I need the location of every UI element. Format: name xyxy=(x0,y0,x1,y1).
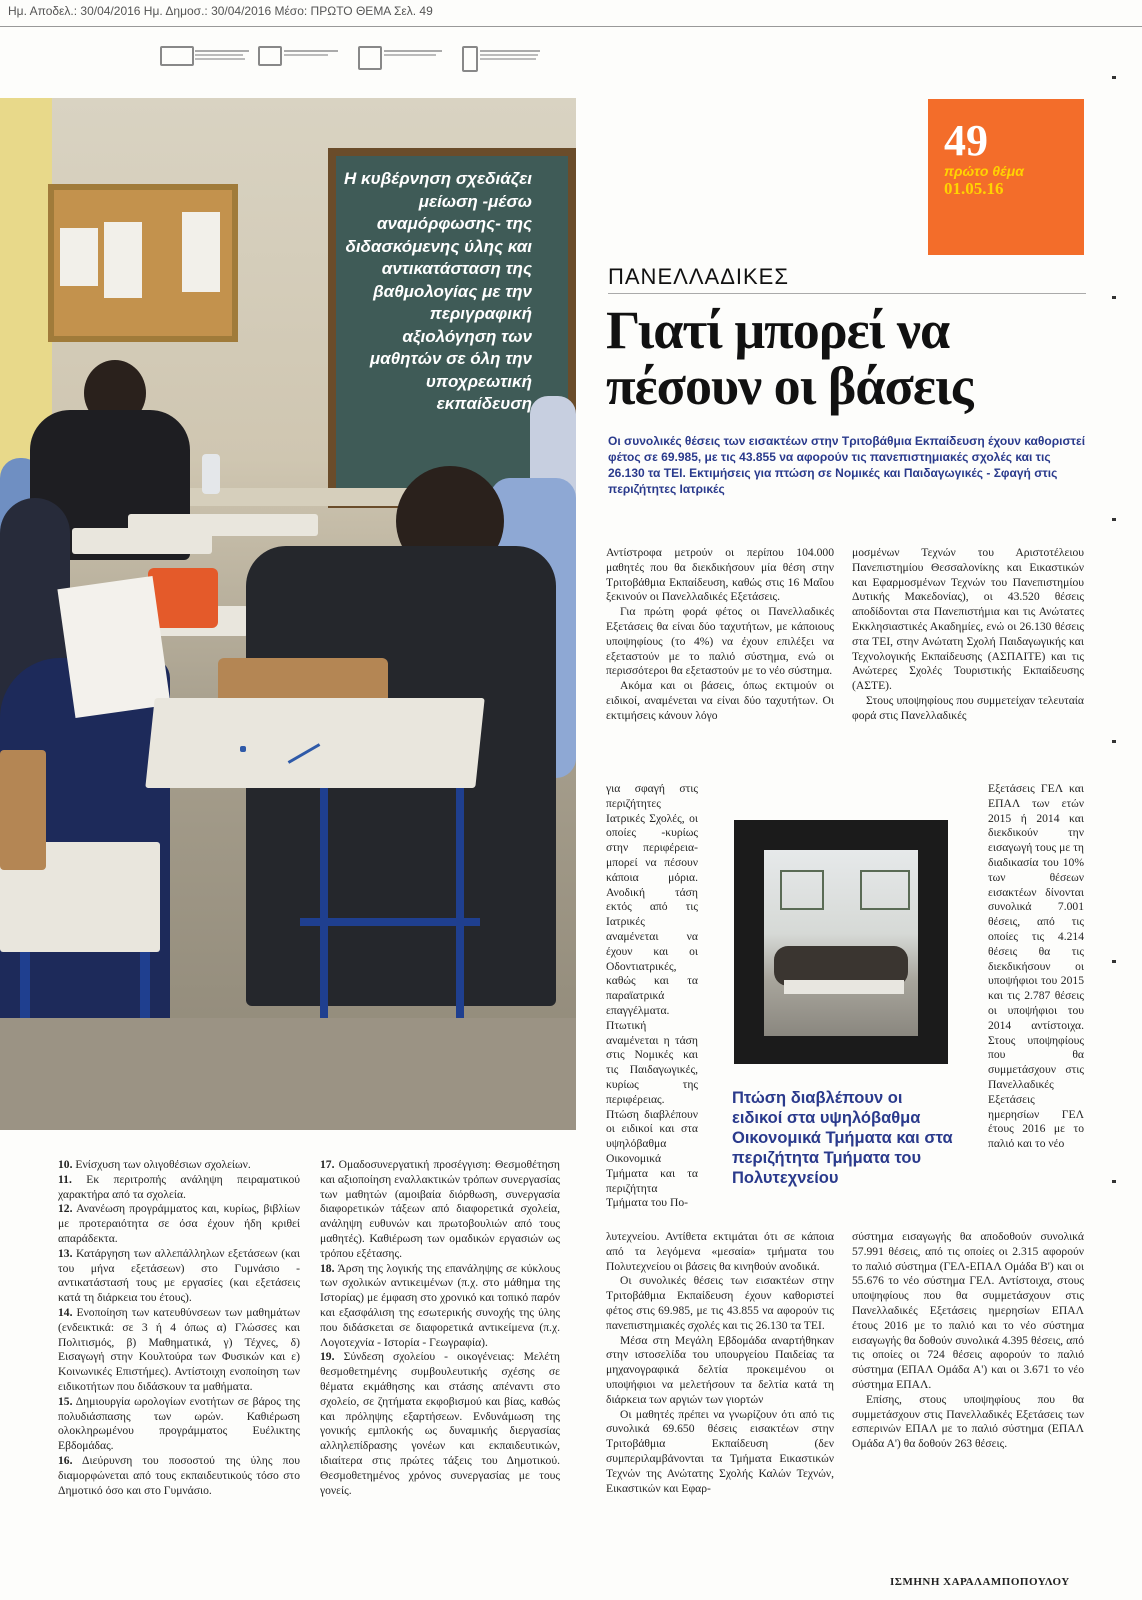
article-standfirst: Οι συνολικές θέσεις των εισακτέων στην Τριτοβάθμια Εκπαίδευση έχουν καθοριστεί φέτος σε 69.985, με τις 43.855 να αφορούν τις πανεπιστημιακές σχολές και τις 26.130 τα ΤΕΙ. Εκτιμήσεις για πτώση σε Νομικές και Παιδαγωγικές - Σφαγή στις περιζήτητες Ιατρικές xyxy=(608,434,1086,496)
strip-text-lines xyxy=(384,48,446,58)
pinned-paper xyxy=(60,228,98,286)
newspaper-brand: πρώτο θέμα xyxy=(944,163,1024,179)
page-number: 49 xyxy=(944,116,988,165)
article-paragraph: λυτεχνείου. Αντίθετα εκτιμάται ότι σε κάποια από τα λεγόμενα «μεσαία» τμήματα του Πολυτεχνείου οι βάσεις θα κινηθούν ανοδικά. xyxy=(606,1230,834,1273)
tablet-icon xyxy=(358,46,382,70)
scan-mark xyxy=(1112,76,1116,79)
article-paragraph: Μέσα στη Μεγάλη Εβδομάδα αναρτήθηκαν στην ιστοσελίδα του υπουργείου Παιδείας τα μηχανογραφικά δελτία προκειμένου οι υποψήφιοι να μελετήσουν τα δελτία κατά τη διάρκεια των αργιών των γιορτών xyxy=(606,1333,834,1406)
desk-leg xyxy=(456,788,464,1038)
measure-item: 13. Κατάργηση των αλλεπάλληλων εξετάσεων (και του μήνα εξετάσεων) στο Γυμνάσιο - αντικατάστασή τους με εργασίες (και εξετάσεις κατά τη διάρκεια του έτους). xyxy=(58,1246,300,1305)
article-column-1-narrow xyxy=(606,782,698,1211)
clipping-meta-header: Ημ. Αποδελ.: 30/04/2016 Ημ. Δημοσ.: 30/04/2016 Μέσο: ΠΡΩΤΟ ΘΕΜΑ Σελ. 49 xyxy=(8,4,433,18)
article-headline: Γιατί μπορεί να πέσουν οι βάσεις xyxy=(606,300,973,416)
article-paragraph: Ακόμα και οι βάσεις, όπως εκτιμούν οι ειδικοί, αναμένεται να είναι δύο ταχυτήτων. Οι εκτιμήσεις κάνουν λόγο xyxy=(606,679,834,722)
measure-item: 11. Εκ περιτροπής ανάληψη πειραματικού χαρακτήρα από τα σχολεία. xyxy=(58,1172,300,1201)
article-paragraph: Εξετάσεις ΓΕΛ και ΕΠΑΛ των ετών 2015 ή 2014 και διεκδικούν την εισαγωγή τους με τη διαδικασία του 10% των θέσεων εισακτέων δίνονται συνολικά 7.001 θέσεις, από τις οποίες τις 4.214 θέσεις θα τις διεκδικήσουν οι υποψήφιοι του 2015 και τις 2.787 θέσεις οι υποψήφιοι του 2014 αντίστοιχα. Στους υποψηφίους που θα συμμετάσχουν στις Πανελλαδικές Εξετάσεις ημερησίων ΓΕΛ έτους 2016 με το παλιό και το νέο xyxy=(988,782,1084,1151)
scan-mark xyxy=(1112,960,1116,963)
header-divider xyxy=(0,26,1142,27)
section-divider xyxy=(608,293,1086,294)
pinned-paper xyxy=(104,222,142,298)
exam-desk xyxy=(128,514,318,536)
water-bottle xyxy=(202,454,220,494)
issue-date: 01.05.16 xyxy=(944,179,1004,198)
exam-paper xyxy=(57,576,170,718)
play-icon xyxy=(258,46,282,66)
measure-item: 18. Άρση της λογικής της επανάληψης σε κύκλους των σχολικών αντικειμένων (π.χ. στο μάθημα της Ιστορίας) με έμφαση στο χρονικό και τοπικό παρόν και εξασφάλιση της εσωτερικής συνοχής της ύλης που διδάσκεται σε διαφορετικά αντικείμενα (π.χ. Λογοτεχνία - Ιστορία - Γεωγραφία). xyxy=(320,1261,560,1349)
strip-text-lines xyxy=(480,48,542,62)
window xyxy=(780,870,824,910)
tablet-strip-item xyxy=(358,46,382,94)
desk-rail xyxy=(300,918,480,926)
article-paragraph: Για πρώτη φορά φέτος οι Πανελλαδικές Εξετάσεις θα είναι δύο ταχυτήτων, με κάποιους υποψηφίους (το 4%) να έχουν επιλέξει να εξεταστούν με το παλιό σύστημα, ενώ οι περισσότεροι θα εξεταστούν με το νέο σύστημα. xyxy=(606,605,834,678)
measures-list-right xyxy=(320,1158,560,1498)
article-column-2-narrow xyxy=(988,782,1084,1152)
measure-item: 17. Ομαδοσυνεργατική προσέγγιση: Θεσμοθέτηση και αξιοποίηση εναλλακτικών τρόπων συνεργασίας των μαθητών (αμοιβαία διόρθωση, συνεργασία διαφορετικών τάξεων από διαφορετικά σχολεία, ανάληψη ευθυνών και πρωτοβουλιών από τους μαθητές). Καθιέρωση των ομαδικών εργασιών ως τρόπου εξέτασης. xyxy=(320,1158,560,1260)
article-column-2-top xyxy=(852,546,1084,724)
measure-item: 12. Ανανέωση προγράμματος και, κυρίως, βιβλίων με προτεραιότητα σε όσα έχουν ήδη κριθεί απαράδεκτα. xyxy=(58,1202,300,1245)
page-number-badge xyxy=(928,99,1084,255)
classroom-exam-photo xyxy=(0,98,576,1130)
smartphone-icon xyxy=(462,46,478,72)
scan-mark xyxy=(1112,296,1116,299)
strip-text-lines xyxy=(195,48,257,62)
classroom-floor xyxy=(0,1018,576,1130)
measure-item: 19. Σύνδεση σχολείου - οικογένειας: Μελέτη θεσμοθετημένης συμβουλευτικής σχέσης σε θέματα εκμάθησης και στάσης απέναντι στο σχολείο, σε ζητήματα εκφοβισμού και βίας, καθώς και πρόληψης εξαρτήσεων. Ενδυνάμωση της γονικής εμπλοκής ως δυναμικής διεργασίας αλληλεπίδρασης γονέων και εκπαιδευτικών, ιδιαίτερα στις πρώτες τάξεις του Δημοτικού. Θεσμοθετημένος χρόνος συνεργασίας με τους γονείς. xyxy=(320,1350,560,1497)
measure-item: 10. Ενίσχυση των ολιγοθέσιων σχολείων. xyxy=(58,1158,251,1171)
pinned-paper xyxy=(182,212,220,292)
scan-mark xyxy=(1112,518,1116,521)
article-column-1-top xyxy=(606,546,834,724)
article-paragraph: Στους υποψηφίους που συμμετείχαν τελευταία φορά στις Πανελλαδικές xyxy=(852,693,1084,722)
smartphone-strip-item xyxy=(462,46,478,94)
article-paragraph: σύστημα εισαγωγής θα αποδοθούν συνολικά 57.991 θέσεις, από τις οποίες οι 2.315 αφορούν το παλιό σύστημα (ΓΕΛ-ΕΠΑΛ Ομάδα Β') και οι 55.676 το νέο σύστημα ΓΕΛ. Αντίστοιχα, στους υποψηφίους που θα συμμετάσχουν στις Πανελλαδικές Εξετάσεις ημερησίων ΕΠΑΛ έτους 2016 με το παλιό και το νέο σύστημα εισαγωγής θα δοθούν συνολικά 4.395 θέσεις, από τις οποίες οι 724 θέσεις αφορούν το παλιό σύστημα (ΕΠΑΛ Ομάδα Α') και οι 3.671 το νέο σύστημα ΕΠΑΛ. xyxy=(852,1230,1084,1391)
exam-desk-front xyxy=(145,698,484,788)
photo-caption: Η κυβέρνηση σχεδιάζει μείωση -μέσω αναμόρφωσης- της διδασκόμενης ύλης και αντικατάσταση της βαθμολογίας με την περιγραφική αξιολόγηση των μαθητών σε όλη την υποχρεωτική εκπαίδευση xyxy=(344,169,532,413)
measure-item: 14. Ενοποίηση των κατευθύνσεων των μαθημάτων (ενδεικτικά: σε 3 ή 4 όπως α) Γλώσσες και Πολιτισμός, β) Μαθηματικά, γ) Τέχνες, δ) Εισαγωγή στην Κουλτούρα των Φυσικών και ε) Κοινωνικές Επιστήμες). Αντίστοιχη ενοποίηση των ειδικοτήτων που διδάσκουν τα μαθήματα. xyxy=(58,1305,300,1393)
eraser xyxy=(240,746,246,752)
website-strip-item xyxy=(160,46,194,94)
article-column-1-bottom xyxy=(606,1230,834,1496)
window xyxy=(860,870,910,910)
cork-board xyxy=(48,184,238,342)
monitor-icon xyxy=(160,46,194,66)
section-label: ΠΑΝΕΛΛΑΔΙΚΕΣ xyxy=(608,264,789,289)
measures-list-left xyxy=(58,1158,300,1498)
measure-item: 15. Δημιουργία ωρολογίων ενοτήτων σε βάρος της πολυδιάσπασης των ωρών. Καθιέρωση ολοκληρωμένου προγράμματος Ευέλικτης Εβδομάδας. xyxy=(58,1394,300,1453)
article-paragraph: μοσμένων Τεχνών του Αριστοτέλειου Πανεπιστημίου Θεσσαλονίκης και Εικαστικών και Εφαρμοσμένων Τεχνών του Πανεπιστημίου Δυτικής Μακεδονίας), οι 43.520 θέσεις αποδίδονται στα Πανεπιστήμια και τις Ανώτατες Εκκλησιαστικές Ακαδημίες, ενώ οι 26.130 θέσεις στα ΤΕΙ, στην Ανώτατη Σχολή Παιδαγωγικής και Τεχνολογικής Εκπαίδευσης (ΑΣΠΑΙΤΕ) και τις Ανώτερες Σχολές Τουριστικής Εκπαίδευσης (ΑΣΤΕ). xyxy=(852,546,1084,693)
scan-mark xyxy=(1112,1180,1116,1183)
measure-item: 16. Διεύρυνση του ποσοστού της ύλης που διαμορφώνεται από τους εκπαιδευτικούς τόσο στο Δημοτικό όσο και στο Γυμνάσιο. xyxy=(58,1453,300,1497)
article-paragraph: Οι συνολικές θέσεις των εισακτέων στην Τριτοβάθμια Εκπαίδευση έχουν καθοριστεί φέτος στις 69.985, με τις 43.855 να αφορούν τις πανεπιστημιακές σχολές και τις 26.130 τα ΤΕΙ. xyxy=(606,1274,834,1332)
article-paragraph: για σφαγή στις περιζήτητες Ιατρικές Σχολές, οι οποίες -κυρίως στην περιφέρεια- μπορεί να πέσουν κάποια μόρια. Ανοδική τάση εκτός από τις Ιατρικές αναμένεται να έχουν και οι Οδοντιατρικές, καθώς και τα παραϊατρικά επαγγέλματα. Πτωτική αναμένεται η τάση στις Νομικές και τις Παιδαγωγικές, κυρίως της περιφέρειας. Πτώση διαβλέπουν οι ειδικοί και στα υψηλόβαθμα Οικονομικά Τμήματα και τα περιζήτητα Τμήματα του Πο- xyxy=(606,782,698,1210)
desk-row xyxy=(784,980,904,994)
inset-photo-image xyxy=(764,850,918,1036)
inset-classroom-photo xyxy=(734,820,948,1064)
author-byline: ΙΣΜΗΝΗ ΧΑΡΑΛΑΜΠΟΠΟΥΛΟΥ xyxy=(890,1576,1070,1588)
article-column-2-bottom xyxy=(852,1230,1084,1452)
article-paragraph: Αντίστροφα μετρούν οι περίπου 104.000 μαθητές που θα διεκδικήσουν μία θέση στην Τριτοβάθμια Εκπαίδευση, καθώς στις 16 Μαΐου ξεκινούν οι Πανελλαδικές Εξετάσεις. xyxy=(606,546,834,604)
strip-text-lines xyxy=(284,48,346,58)
wooden-chair xyxy=(0,750,46,870)
webtv-strip-item xyxy=(258,46,282,94)
desk-leg xyxy=(320,788,328,1028)
article-paragraph: Οι μαθητές πρέπει να γνωρίζουν ότι από τις συνολικά 69.650 θέσεις εισακτέων στην Τριτοβάθμια Εκπαίδευση (δεν συμπεριλαμβάνονται τα Τμήματα Εικαστικών Τεχνών της Ανώτατης Σχολής Καλών Τεχνών, Εικαστικών και Εφαρ- xyxy=(606,1407,834,1495)
scan-mark xyxy=(1112,740,1116,743)
article-paragraph: Επίσης, στους υποψηφίους που θα συμμετάσχουν στις Πανελλαδικές Εξετάσεις των εσπερινών ΕΠΑΛ με το παλιό σύστημα (ΕΠΑΛ Ομάδα Α') θα δοθούν 263 θέσεις. xyxy=(852,1392,1084,1451)
inset-photo-caption: Πτώση διαβλέπουν οι ειδικοί στα υψηλόβαθμα Οικονομικά Τμήματα και στα περιζήτητα Τμήματα του Πολυτεχνείου xyxy=(732,1089,953,1187)
